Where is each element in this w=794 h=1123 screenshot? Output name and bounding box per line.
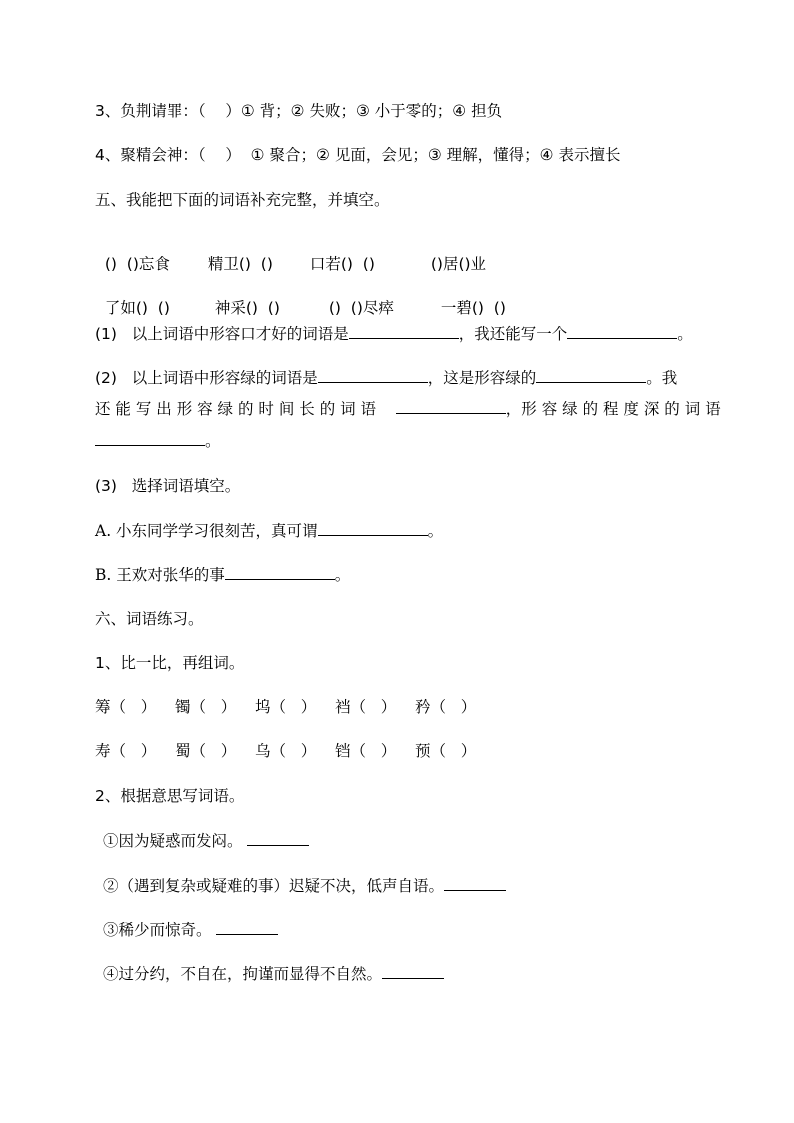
question-3: 3、负荆请罪：（ ）① 背；② 失败；③ 小于零的；④ 担负 [95, 102, 503, 120]
fill-question-3: (3) 选择词语填空。 [95, 477, 241, 495]
meaning-item-1 [103, 831, 309, 851]
compare-item: 乌（ ） [255, 742, 317, 760]
section-6-sub-1: 1、比一比，再组词。 [95, 654, 245, 672]
fill-question-2-text-c: 。我 [646, 369, 678, 387]
fill-question-1 [95, 324, 693, 344]
section-6-sub-2: 2、根据意思写词语。 [95, 787, 245, 805]
idiom-8: 一碧() () [440, 299, 506, 317]
idiom-7: () ()尽瘁 [328, 299, 394, 317]
meaning-item-4-text: ④过分约，不自在，拘谨而显得不自然。 [103, 965, 383, 983]
fill-question-2-line-2 [95, 399, 721, 419]
compare-row-1 [95, 697, 495, 717]
idiom-1: () ()忘食 [104, 255, 170, 273]
compare-item: 矜（ ） [415, 698, 477, 716]
option-a-text: A. 小东同学学习很刻苦，真可谓 [95, 522, 318, 540]
fill-question-1-text-a: (1) 以上词语中形容口才好的词语是 [95, 325, 349, 343]
answer-blank[interactable] [95, 431, 205, 446]
option-b-text: B. 王欢对张华的事 [95, 566, 225, 584]
fill-question-1-text-c: 。 [677, 325, 693, 343]
answer-blank[interactable] [247, 831, 309, 846]
meaning-item-2 [103, 876, 506, 896]
answer-blank[interactable] [444, 876, 506, 891]
compare-row-2 [95, 741, 495, 761]
idiom-5: 了如() () [104, 299, 170, 317]
answer-blank[interactable] [216, 920, 278, 935]
answer-blank[interactable] [396, 399, 506, 414]
compare-item: 预（ ） [415, 742, 477, 760]
meaning-item-2-text: ②（遇到复杂或疑难的事）迟疑不决，低声自语。 [103, 877, 445, 895]
idiom-4: ()居()业 [430, 255, 487, 273]
answer-blank[interactable] [536, 368, 646, 383]
fill-question-2-text-a: (2) 以上词语中形容绿的词语是 [95, 369, 318, 387]
fill-question-2 [95, 368, 677, 388]
fill-question-1-text-b: ，我还能写一个 [458, 325, 568, 343]
compare-item: 筹（ ） [95, 698, 157, 716]
answer-blank[interactable] [225, 565, 335, 580]
option-a-end: 。 [427, 522, 444, 540]
idiom-row-2 [95, 278, 506, 318]
fill-question-2-line-3-end: 。 [205, 432, 221, 450]
answer-blank[interactable] [318, 521, 428, 536]
compare-item: 裆（ ） [335, 698, 397, 716]
idiom-row-1 [95, 234, 486, 274]
option-b [95, 565, 350, 585]
question-4: 4、聚精会神：（ ） ① 聚合；② 见面，会见；③ 理解，懂得；④ 表示擅长 [95, 146, 621, 164]
compare-item: 寿（ ） [95, 742, 157, 760]
answer-blank[interactable] [567, 324, 677, 339]
compare-item: 蜀（ ） [175, 742, 237, 760]
compare-item: 铛（ ） [335, 742, 397, 760]
meaning-item-3 [103, 920, 278, 940]
fill-question-2-line-2-text-b: ，形 容 绿 的 程 度 深 的 词 语 [505, 400, 721, 418]
compare-item: 坞（ ） [255, 698, 317, 716]
idiom-6: 神采() () [214, 299, 280, 317]
answer-blank[interactable] [318, 368, 428, 383]
compare-item: 镯（ ） [175, 698, 237, 716]
fill-question-2-text-b: ，这是形容绿的 [427, 369, 537, 387]
option-b-end: 。 [334, 566, 351, 584]
meaning-item-1-text: ①因为疑惑而发闷。 [103, 832, 243, 850]
fill-question-2-line-2-text-a: 还 能 写 出 形 容 绿 的 时 间 长 的 词 语 [95, 400, 377, 418]
section-6-title: 六、词语练习。 [95, 610, 204, 628]
answer-blank[interactable] [382, 964, 444, 979]
meaning-item-3-text: ③稀少而惊奇。 [103, 921, 212, 939]
meaning-item-4 [103, 964, 444, 984]
idiom-3: 口若() () [309, 255, 375, 273]
idiom-2: 精卫() () [207, 255, 273, 273]
section-5-title: 五、我能把下面的词语补充完整，并填空。 [95, 191, 390, 209]
fill-question-2-line-3 [95, 431, 221, 451]
answer-blank[interactable] [349, 324, 459, 339]
option-a [95, 521, 443, 541]
